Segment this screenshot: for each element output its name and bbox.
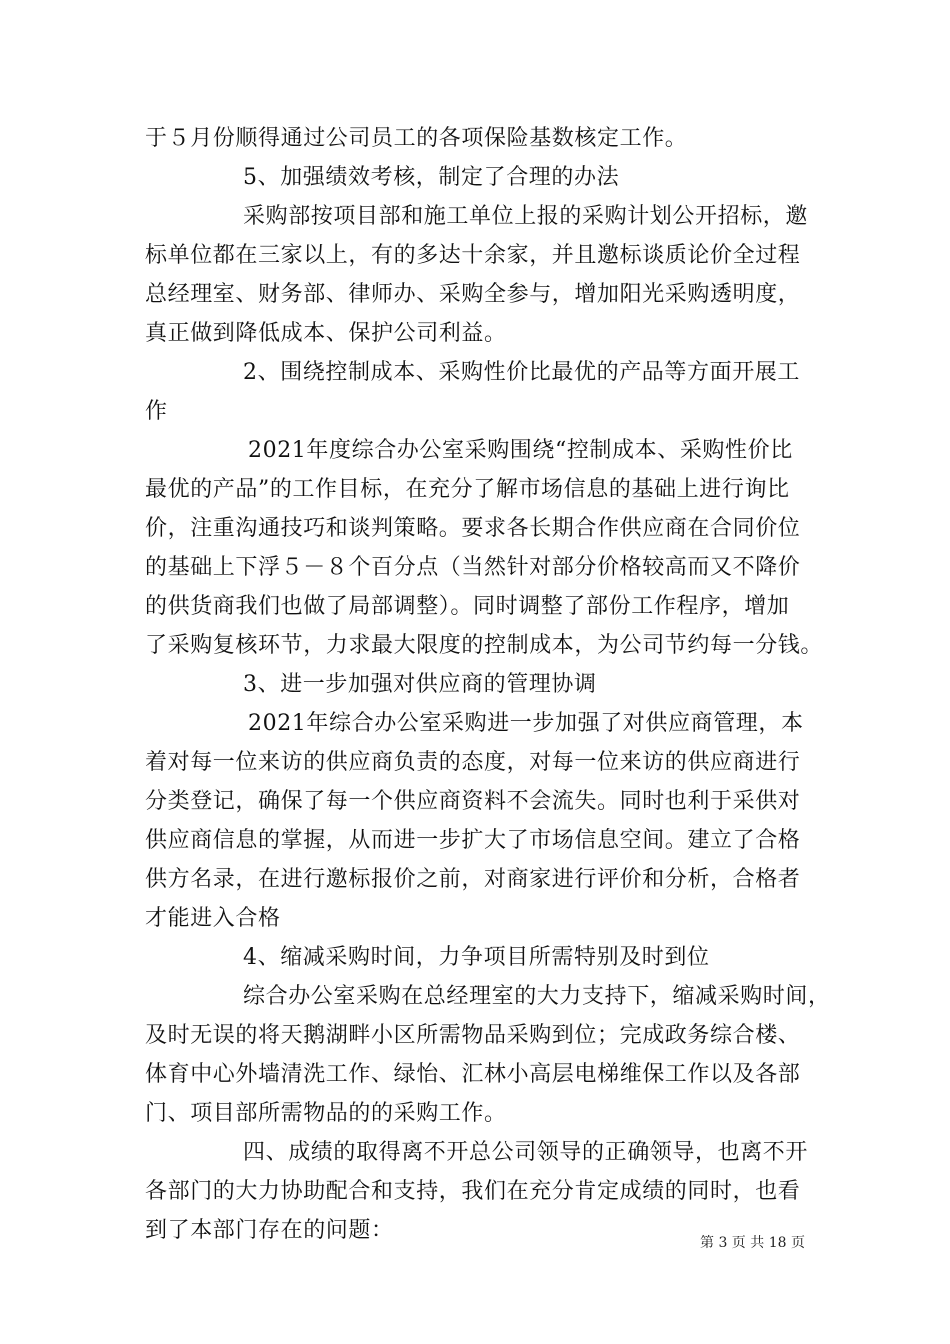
text-line: 四、成绩的取得离不开总公司领导的正确领导，也离不开 [243, 1140, 809, 1165]
text-line: 的基础上下浮５－８个百分点（当然针对部分价格较高而又不降价 [145, 555, 801, 580]
section-heading: 作 [145, 399, 168, 424]
text-line: 标单位都在三家以上，有的多达十余家，并且邀标谈质论价全过程 [145, 243, 801, 268]
text-line: 各部门的大力协助配合和支持，我们在充分肯定成绩的同时，也看 [145, 1179, 801, 1204]
section-heading: 3、进一步加强对供应商的管理协调 [243, 672, 597, 697]
text-line: 了采购复核环节，力求最大限度的控制成本，为公司节约每一分钱。 [145, 633, 824, 658]
text-line: 及时无误的将天鹅湖畔小区所需物品采购到位；完成政务综合楼、 [145, 1023, 801, 1048]
text-line: 供方名录，在进行邀标报价之前，对商家进行评价和分析，合格者 [145, 867, 801, 892]
text-line: 于５月份顺得通过公司员工的各项保险基数核定工作。 [145, 126, 688, 151]
text-line: 体育中心外墙清洗工作、绿怡、汇林小高层电梯维保工作以及各部 [145, 1062, 801, 1087]
section-heading: 5、加强绩效考核，制定了合理的办法 [243, 165, 620, 190]
text-line: 才能进入合格 [145, 906, 281, 931]
text-line: 到了本部门存在的问题： [145, 1218, 394, 1243]
text-line: 分类登记，确保了每一个供应商资料不会流失。同时也利于采供对 [145, 789, 801, 814]
text-line: 最优的产品”的工作目标，在充分了解市场信息的基础上进行询比 [145, 477, 790, 502]
text-line: 总经理室、财务部、律师办、采购全参与，增加阳光采购透明度， [145, 282, 801, 307]
text-line: 的供货商我们也做了局部调整）。同时调整了部份工作程序，增加 [145, 594, 790, 619]
text-line: 采购部按项目部和施工单位上报的采购计划公开招标，邀 [243, 204, 809, 229]
text-line: 2021年综合办公室采购进一步加强了对供应商管理，本 [248, 711, 804, 736]
text-line: 着对每一位来访的供应商负责的态度，对每一位来访的供应商进行 [145, 750, 801, 775]
section-heading: 4、缩减采购时间，力争项目所需特别及时到位 [243, 945, 710, 970]
page-footer: 第 3 页 共 18 页 [700, 1235, 805, 1251]
text-line: 供应商信息的掌握，从而进一步扩大了市场信息空间。建立了合格 [145, 828, 801, 853]
text-line: 2021年度综合办公室采购围绕“控制成本、采购性价比 [248, 438, 793, 463]
text-line: 真正做到降低成本、保护公司利益。 [145, 321, 507, 346]
text-line: 门、项目部所需物品的的采购工作。 [145, 1101, 507, 1126]
section-heading: 2、围绕控制成本、采购性价比最优的产品等方面开展工 [243, 360, 800, 385]
text-line: 综合办公室采购在总经理室的大力支持下，缩减采购时间， [243, 984, 831, 1009]
text-line: 价，注重沟通技巧和谈判策略。要求各长期合作供应商在合同价位 [145, 516, 801, 541]
